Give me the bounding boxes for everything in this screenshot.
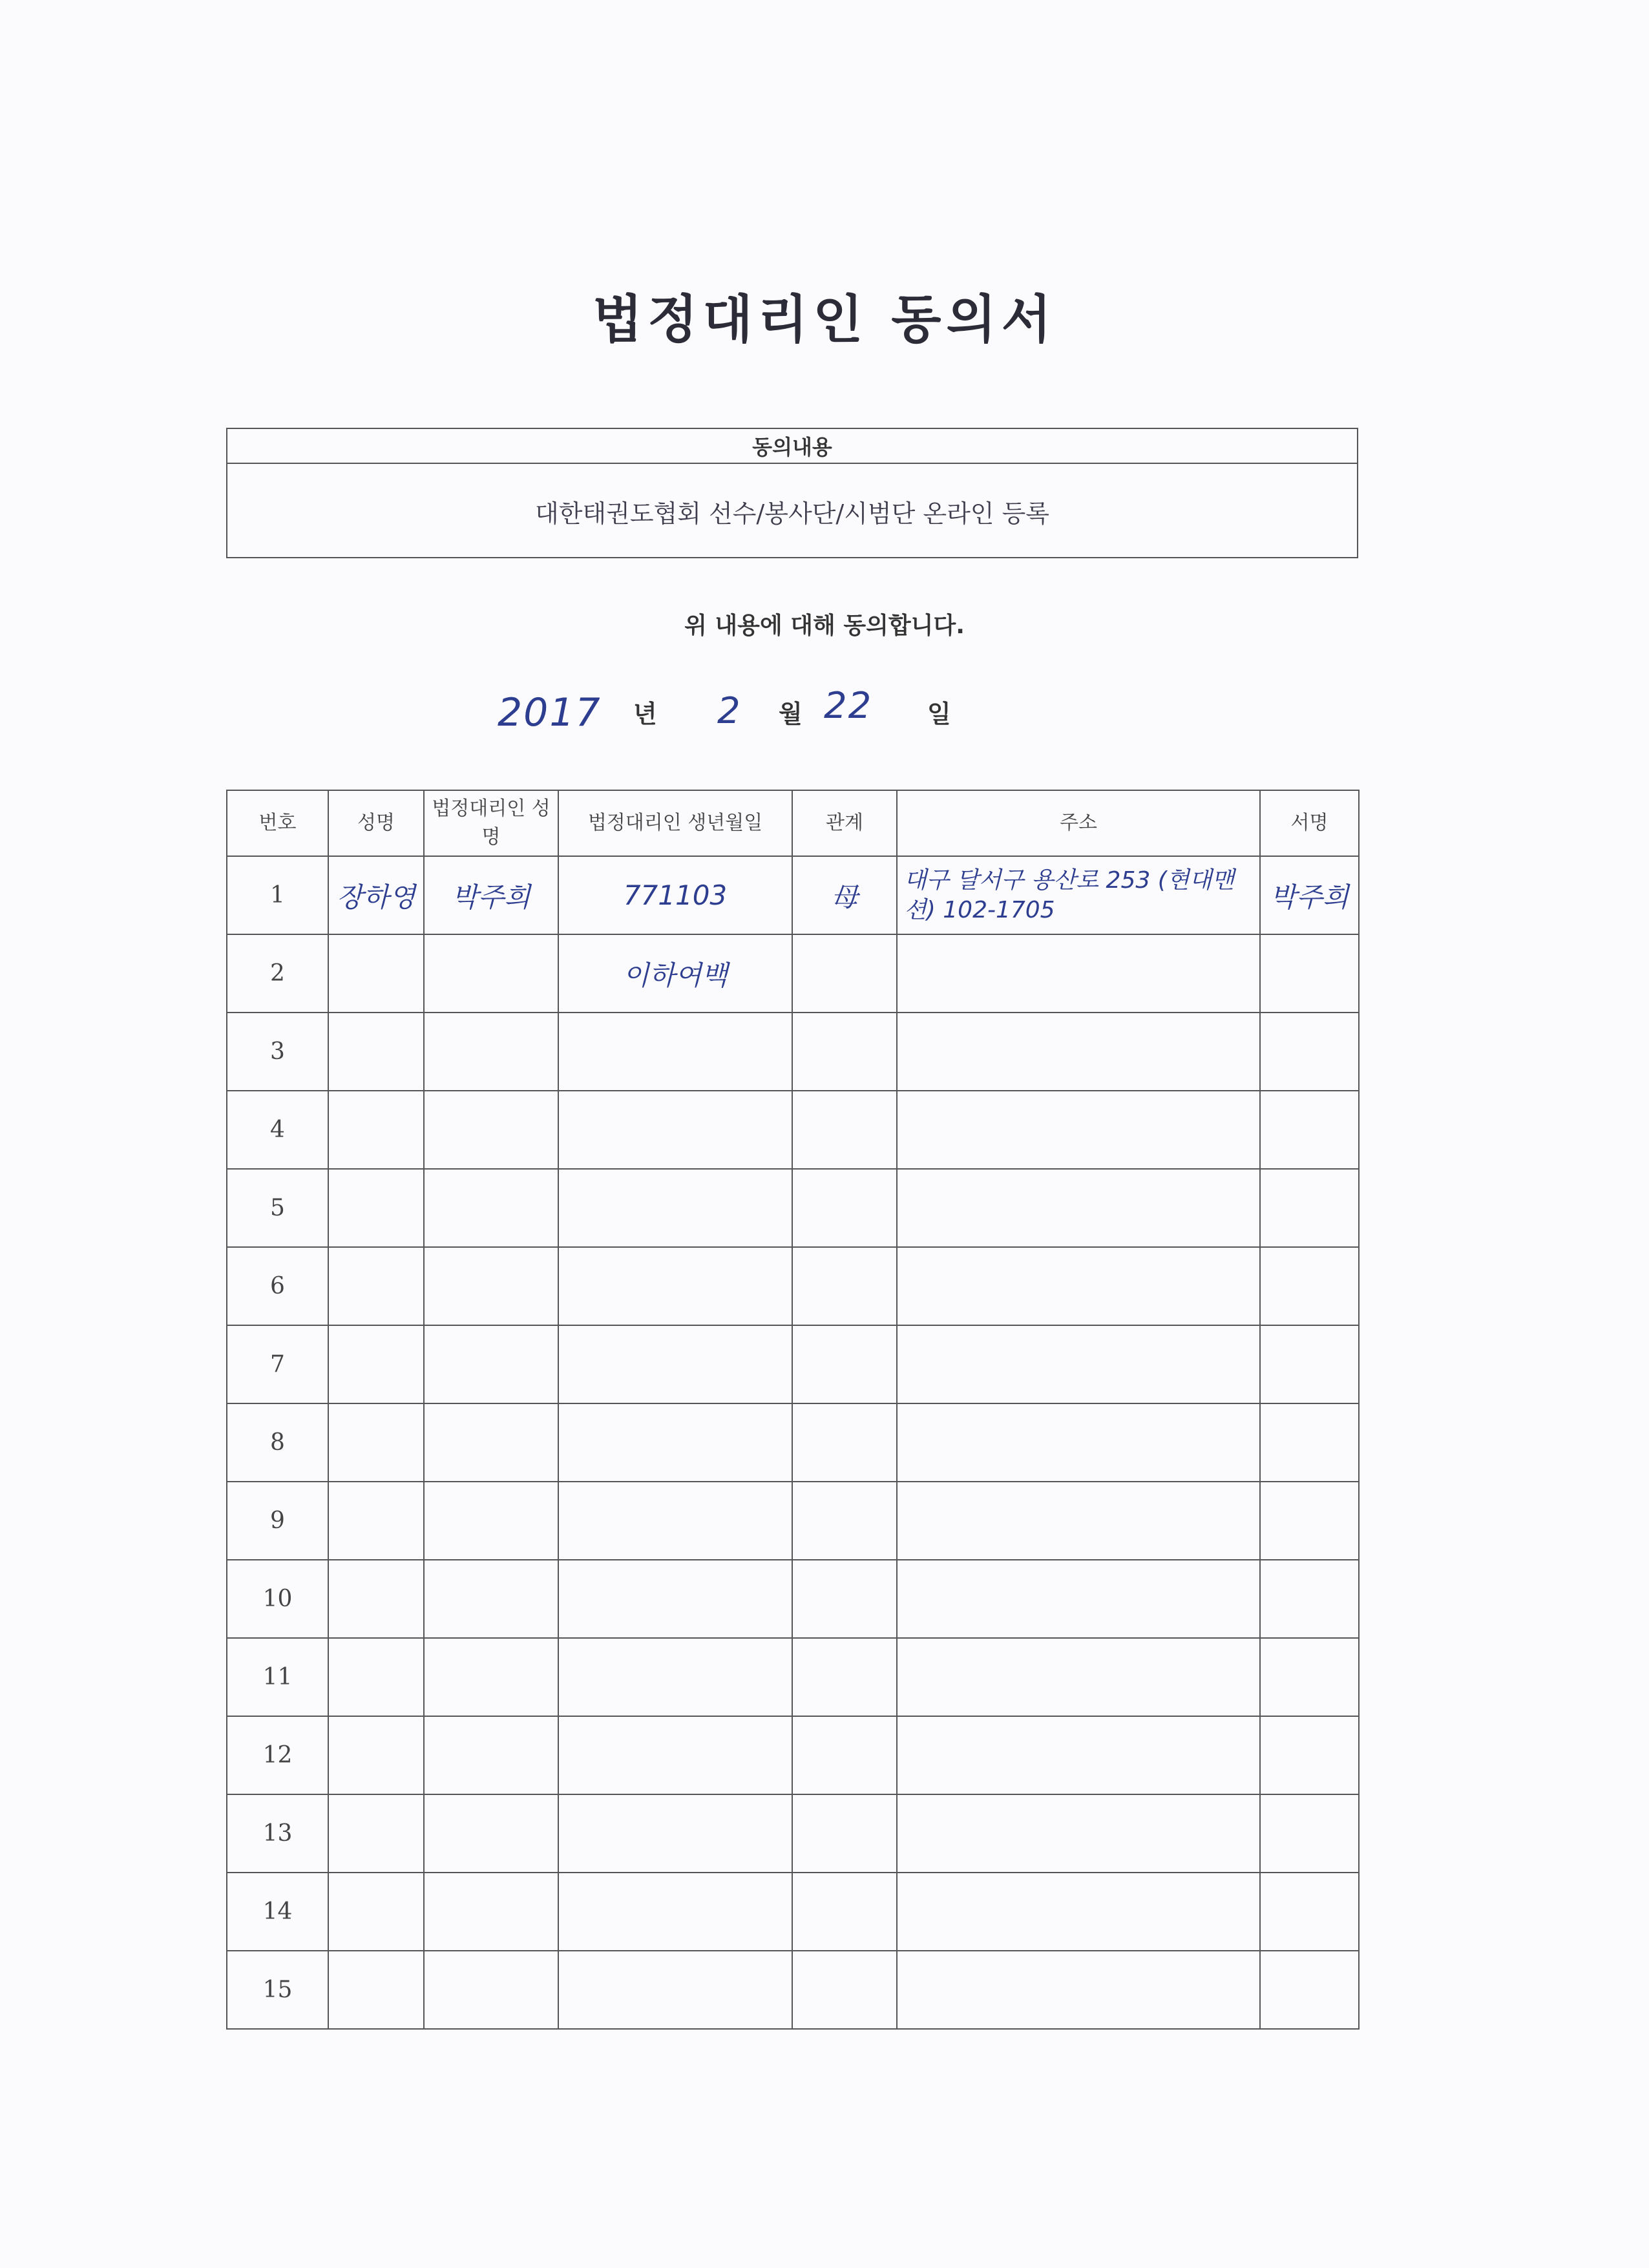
- header-guardian-name: 법정대리인 성명: [424, 790, 558, 856]
- table-row: [227, 1873, 1359, 1951]
- row-signature: [1260, 1169, 1359, 1247]
- page-title: 법정대리인 동의서: [592, 289, 1057, 350]
- row-address: [897, 1794, 1260, 1873]
- row-number: 6: [227, 1247, 328, 1325]
- row-address: [897, 1091, 1260, 1169]
- header-relation: 관계: [792, 790, 897, 856]
- row-number: 7: [227, 1325, 328, 1403]
- row-address: [897, 934, 1260, 1013]
- row-relation: [792, 1951, 897, 2029]
- row-guardian-birth: [558, 1560, 792, 1638]
- row-name: [328, 1794, 424, 1873]
- row-address: 대구 달서구 용산로 253 (현대맨션) 102-1705: [897, 856, 1260, 934]
- row-relation: [792, 1794, 897, 1873]
- date-day: 22: [824, 685, 873, 727]
- table-row: [227, 934, 1359, 1013]
- consent-header: 동의내용: [227, 429, 1357, 464]
- row-guardian-name: [424, 1247, 558, 1325]
- table-row: [227, 1325, 1359, 1403]
- date-line: [0, 685, 1649, 737]
- row-guardian-birth: [558, 1325, 792, 1403]
- row-guardian-birth: [558, 1169, 792, 1247]
- row-relation: [792, 1716, 897, 1794]
- table-row: [227, 1951, 1359, 2029]
- date-month: 2: [717, 690, 742, 732]
- header-address: 주소: [897, 790, 1260, 856]
- row-name: [328, 1169, 424, 1247]
- row-signature: [1260, 1560, 1359, 1638]
- table-row: [227, 1169, 1359, 1247]
- row-guardian-name: [424, 1403, 558, 1482]
- row-signature: [1260, 1951, 1359, 2029]
- row-guardian-name: [424, 1794, 558, 1873]
- row-address: [897, 1873, 1260, 1951]
- row-signature: [1260, 934, 1359, 1013]
- row-number: 15: [227, 1951, 328, 2029]
- row-address: [897, 1013, 1260, 1091]
- row-relation: 母: [792, 856, 897, 934]
- row-guardian-birth: 771103: [558, 856, 792, 934]
- row-guardian-name: [424, 1169, 558, 1247]
- row-address: [897, 1403, 1260, 1482]
- row-guardian-name: [424, 1638, 558, 1716]
- consent-text: 대한태권도협회 선수/봉사단/시범단 온라인 등록: [534, 499, 1049, 528]
- row-name: [328, 1013, 424, 1091]
- row-relation: [792, 1091, 897, 1169]
- row-signature: [1260, 1403, 1359, 1482]
- header-guardian-birth: 법정대리인 생년월일: [558, 790, 792, 856]
- table-row: [227, 1638, 1359, 1716]
- row-relation: [792, 1013, 897, 1091]
- row-guardian-name: [424, 1951, 558, 2029]
- row-guardian-name: [424, 934, 558, 1013]
- date-day-unit: 일: [927, 700, 951, 728]
- row-relation: [792, 1638, 897, 1716]
- row-guardian-name: [424, 1013, 558, 1091]
- row-address: [897, 1951, 1260, 2029]
- row-name: [328, 1325, 424, 1403]
- row-signature: [1260, 1091, 1359, 1169]
- consent-box: [226, 428, 1358, 558]
- row-guardian-birth: [558, 1638, 792, 1716]
- row-relation: [792, 1169, 897, 1247]
- row-signature: [1260, 1325, 1359, 1403]
- row-address: [897, 1169, 1260, 1247]
- row-name: [328, 1951, 424, 2029]
- table-row: [227, 1091, 1359, 1169]
- row-signature: [1260, 1247, 1359, 1325]
- agree-statement: 위 내용에 대해 동의합니다.: [684, 613, 965, 639]
- row-guardian-name: [424, 1873, 558, 1951]
- header-signature: 서명: [1260, 790, 1359, 856]
- row-name: 장하영: [328, 856, 424, 934]
- row-relation: [792, 1247, 897, 1325]
- row-number: 4: [227, 1091, 328, 1169]
- row-number: 5: [227, 1169, 328, 1247]
- table-row: [227, 1716, 1359, 1794]
- row-signature: [1260, 1482, 1359, 1560]
- table-row: [227, 1482, 1359, 1560]
- row-name: [328, 1247, 424, 1325]
- row-number: 11: [227, 1638, 328, 1716]
- row-guardian-birth: [558, 1091, 792, 1169]
- table-header-row: [227, 790, 1359, 856]
- row-guardian-name: [424, 1325, 558, 1403]
- row-number: 3: [227, 1013, 328, 1091]
- table-row: [227, 1560, 1359, 1638]
- row-signature: 박주희: [1260, 856, 1359, 934]
- row-guardian-birth: [558, 1951, 792, 2029]
- table-row: [227, 856, 1359, 934]
- row-relation: [792, 1403, 897, 1482]
- row-signature: [1260, 1716, 1359, 1794]
- row-number: 2: [227, 934, 328, 1013]
- table-row: [227, 1403, 1359, 1482]
- row-number: 8: [227, 1403, 328, 1482]
- row-guardian-birth: [558, 1013, 792, 1091]
- table-row: [227, 1013, 1359, 1091]
- row-guardian-birth: 이하여백: [558, 934, 792, 1013]
- row-signature: [1260, 1638, 1359, 1716]
- row-signature: [1260, 1013, 1359, 1091]
- table-row: [227, 1794, 1359, 1873]
- row-address: [897, 1716, 1260, 1794]
- row-relation: [792, 1325, 897, 1403]
- row-guardian-birth: [558, 1716, 792, 1794]
- row-address: [897, 1325, 1260, 1403]
- row-guardian-birth: [558, 1873, 792, 1951]
- row-name: [328, 1873, 424, 1951]
- header-number: 번호: [227, 790, 328, 856]
- row-name: [328, 1638, 424, 1716]
- row-number: 14: [227, 1873, 328, 1951]
- row-address: [897, 1482, 1260, 1560]
- row-relation: [792, 1873, 897, 1951]
- row-address: [897, 1638, 1260, 1716]
- row-number: 9: [227, 1482, 328, 1560]
- row-number: 13: [227, 1794, 328, 1873]
- row-signature: [1260, 1873, 1359, 1951]
- row-address: [897, 1560, 1260, 1638]
- guardian-registration-table: [226, 790, 1360, 2030]
- row-name: [328, 1403, 424, 1482]
- table-row: [227, 1247, 1359, 1325]
- row-relation: [792, 1560, 897, 1638]
- date-month-unit: 월: [779, 700, 803, 728]
- row-number: 1: [227, 856, 328, 934]
- row-number: 10: [227, 1560, 328, 1638]
- row-guardian-birth: [558, 1247, 792, 1325]
- row-guardian-name: [424, 1091, 558, 1169]
- row-guardian-name: [424, 1716, 558, 1794]
- row-address: [897, 1247, 1260, 1325]
- row-name: [328, 1482, 424, 1560]
- row-name: [328, 934, 424, 1013]
- date-year: 2017: [498, 690, 602, 735]
- header-name: 성명: [328, 790, 424, 856]
- row-name: [328, 1091, 424, 1169]
- row-signature: [1260, 1794, 1359, 1873]
- row-guardian-birth: [558, 1482, 792, 1560]
- row-guardian-name: 박주희: [424, 856, 558, 934]
- row-relation: [792, 934, 897, 1013]
- row-guardian-name: [424, 1560, 558, 1638]
- row-guardian-birth: [558, 1403, 792, 1482]
- row-relation: [792, 1482, 897, 1560]
- row-name: [328, 1560, 424, 1638]
- row-guardian-name: [424, 1482, 558, 1560]
- row-name: [328, 1716, 424, 1794]
- row-guardian-birth: [558, 1794, 792, 1873]
- row-number: 12: [227, 1716, 328, 1794]
- date-year-unit: 년: [633, 700, 657, 728]
